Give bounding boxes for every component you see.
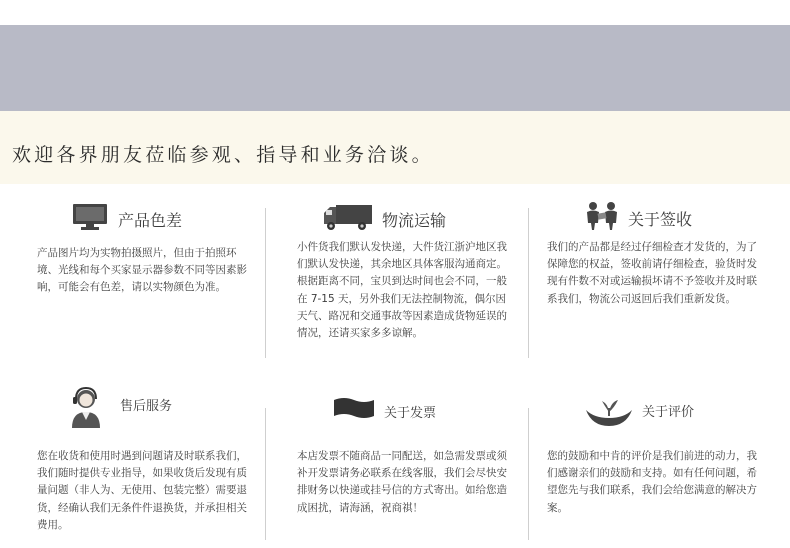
info-card-logistics bbox=[265, 195, 528, 375]
card-title: 售后服务 bbox=[120, 398, 173, 414]
signing-people-icon bbox=[584, 201, 620, 235]
info-card-invoice bbox=[265, 380, 528, 548]
welcome-banner bbox=[0, 111, 790, 184]
card-text: 根据距离不同，宝贝到达时间也会不同，一般在 7-15 天，另外我们无法控制物流，偶尔因天气、路况和交通事故等因素造成货物延误的情况，还请买家多多谅解。 bbox=[297, 275, 507, 340]
info-card-signing bbox=[528, 195, 790, 365]
card-title: 关于评价 bbox=[642, 404, 695, 420]
card-title: 物流运输 bbox=[382, 210, 447, 230]
card-text: 我们的产品都是经过仔细检查才发货的，为了保障您的权益，签收前请仔细检查，验货时发现有件数不对或运输损坏请不予签收并及时联系我们，物流公司返回后我们重新发货。 bbox=[547, 241, 757, 305]
monitor-icon bbox=[72, 203, 110, 235]
info-card-reviews bbox=[528, 380, 790, 548]
card-text: 您的鼓励和中肯的评价是我们前进的动力，我们感谢亲们的鼓励和支持。如有任何问题，希望您先与我们联系，我们会给您满意的解决方案。 bbox=[547, 450, 757, 514]
customer-service-icon bbox=[66, 386, 106, 434]
card-title: 关于签收 bbox=[628, 209, 693, 229]
card-text: 产品图片均为实物拍摄照片，但由于拍照环境、光线和每个买家显示器参数不同等因素影响，可能会有色差，请以实物颜色为准。 bbox=[37, 247, 247, 294]
card-title: 关于发票 bbox=[384, 405, 437, 421]
truck-icon bbox=[322, 203, 374, 235]
hands-sprout-icon bbox=[584, 396, 634, 432]
info-card-color-difference bbox=[0, 195, 265, 365]
card-text: 小件货我们默认发快递，大件货江浙沪地区我们默认发快递，其余地区具体客服沟通商定。 bbox=[297, 241, 507, 271]
header-banner bbox=[0, 25, 790, 111]
banner-flag-icon bbox=[332, 396, 376, 426]
card-title: 产品色差 bbox=[118, 210, 183, 230]
card-text: 您在收货和使用时遇到问题请及时联系我们，我们随时提供专业指导，如果收货后发现有质量问题（非人为、无使用、包装完整）需要退货，经确认我们无条件件退换货，并承担相关费用。 bbox=[37, 450, 247, 531]
welcome-text: 欢迎各界朋友莅临参观、指导和业务洽谈。 bbox=[12, 144, 434, 166]
card-text: 本店发票不随商品一同配送，如急需发票或须补开发票请务必联系在线客服，我们会尽快安排财务以快递或挂号信的方式寄出。如给您造成困扰，请海涵，祝商祺！ bbox=[297, 450, 507, 514]
top-spacer bbox=[0, 0, 790, 25]
info-card-after-sales bbox=[0, 380, 265, 548]
